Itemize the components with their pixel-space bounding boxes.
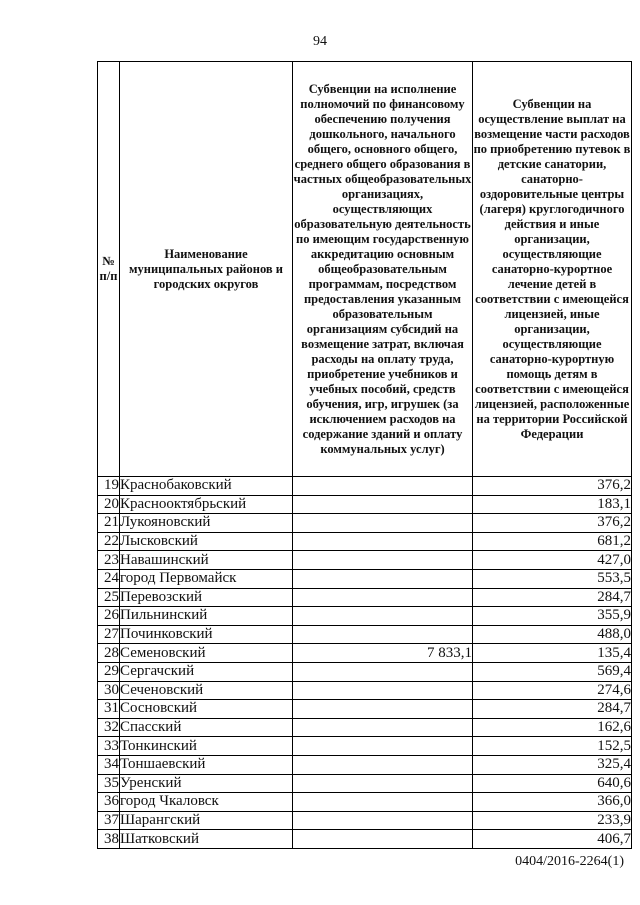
sanatorium-subvention-value: 135,4 (473, 644, 632, 663)
sanatorium-subvention-value: 681,2 (473, 532, 632, 551)
education-subvention-value (293, 551, 473, 570)
education-subvention-value (293, 737, 473, 756)
municipality-name: Тоншаевский (120, 755, 293, 774)
education-subvention-value (293, 681, 473, 700)
table-row (98, 551, 632, 570)
sanatorium-subvention-value: 152,5 (473, 737, 632, 756)
row-number: 33 (98, 737, 120, 756)
table-row (98, 625, 632, 644)
table-row (98, 477, 632, 496)
municipality-name: Пильнинский (120, 607, 293, 626)
municipality-name: Спасский (120, 718, 293, 737)
row-number: 20 (98, 495, 120, 514)
sanatorium-subvention-value: 162,6 (473, 718, 632, 737)
header-number: № п/п (98, 62, 120, 477)
subvention-table (97, 61, 632, 849)
row-number: 27 (98, 625, 120, 644)
education-subvention-value (293, 514, 473, 533)
row-number: 35 (98, 774, 120, 793)
table-row (98, 737, 632, 756)
row-number: 24 (98, 569, 120, 588)
municipality-name: Починковский (120, 625, 293, 644)
sanatorium-subvention-value: 553,5 (473, 569, 632, 588)
education-subvention-value (293, 495, 473, 514)
municipality-name: Краснооктябрьский (120, 495, 293, 514)
municipality-name: город Первомайск (120, 569, 293, 588)
education-subvention-value (293, 662, 473, 681)
education-subvention-value (293, 625, 473, 644)
row-number: 38 (98, 830, 120, 849)
education-subvention-value: 7 833,1 (293, 644, 473, 663)
table-header-row (98, 62, 632, 477)
sanatorium-subvention-value: 640,6 (473, 774, 632, 793)
education-subvention-value (293, 718, 473, 737)
municipality-name: Лукояновский (120, 514, 293, 533)
sanatorium-subvention-value: 284,7 (473, 700, 632, 719)
municipality-name: Краснобаковский (120, 477, 293, 496)
row-number: 23 (98, 551, 120, 570)
sanatorium-subvention-value: 569,4 (473, 662, 632, 681)
sanatorium-subvention-value: 366,0 (473, 793, 632, 812)
municipality-name: Шатковский (120, 830, 293, 849)
table-body (98, 477, 632, 849)
education-subvention-value (293, 477, 473, 496)
education-subvention-value (293, 607, 473, 626)
table-row (98, 514, 632, 533)
municipality-name: город Чкаловск (120, 793, 293, 812)
row-number: 31 (98, 700, 120, 719)
row-number: 19 (98, 477, 120, 496)
row-number: 32 (98, 718, 120, 737)
education-subvention-value (293, 532, 473, 551)
municipality-name: Уренский (120, 774, 293, 793)
table-row (98, 830, 632, 849)
table-row (98, 662, 632, 681)
row-number: 25 (98, 588, 120, 607)
sanatorium-subvention-value: 406,7 (473, 830, 632, 849)
sanatorium-subvention-value: 376,2 (473, 514, 632, 533)
table-row (98, 793, 632, 812)
table-row (98, 774, 632, 793)
sanatorium-subvention-value: 284,7 (473, 588, 632, 607)
table-row (98, 569, 632, 588)
row-number: 34 (98, 755, 120, 774)
table-row (98, 718, 632, 737)
table-row (98, 607, 632, 626)
table-row (98, 532, 632, 551)
municipality-name: Навашинский (120, 551, 293, 570)
municipality-name: Перевозский (120, 588, 293, 607)
row-number: 28 (98, 644, 120, 663)
row-number: 30 (98, 681, 120, 700)
table-row (98, 811, 632, 830)
row-number: 26 (98, 607, 120, 626)
education-subvention-value (293, 774, 473, 793)
education-subvention-value (293, 569, 473, 588)
row-number: 36 (98, 793, 120, 812)
education-subvention-value (293, 755, 473, 774)
education-subvention-value (293, 811, 473, 830)
header-municipality-name: Наименование муниципальных районов и городских округов (120, 62, 293, 477)
table-row (98, 700, 632, 719)
table-row (98, 588, 632, 607)
row-number: 29 (98, 662, 120, 681)
education-subvention-value (293, 700, 473, 719)
sanatorium-subvention-value: 427,0 (473, 551, 632, 570)
header-subvention-sanatorium: Субвенции на осуществление выплат на возмещение части расходов по приобретению путевок в детские санатории, санаторно-оздоровительные центры (лагеря) круглогодичного действия и иные организации, осуществляющие санаторно-курортное лечение детей в соответствии с имеющейся лицензией, иные организации, осуществляющие санаторно-курортную помощь детям в соответствии с имеющейся лицензией, расположенные на территории Российской Федерации (473, 62, 632, 477)
municipality-name: Шарангский (120, 811, 293, 830)
municipality-name: Сергачский (120, 662, 293, 681)
table-row (98, 644, 632, 663)
municipality-name: Сеченовский (120, 681, 293, 700)
page-number: 94 (313, 34, 327, 49)
row-number: 21 (98, 514, 120, 533)
municipality-name: Тонкинский (120, 737, 293, 756)
document-code: 0404/2016-2264(1) (515, 854, 624, 869)
sanatorium-subvention-value: 325,4 (473, 755, 632, 774)
sanatorium-subvention-value: 183,1 (473, 495, 632, 514)
sanatorium-subvention-value: 376,2 (473, 477, 632, 496)
education-subvention-value (293, 793, 473, 812)
sanatorium-subvention-value: 274,6 (473, 681, 632, 700)
municipality-name: Семеновский (120, 644, 293, 663)
header-subvention-education: Субвенции на исполнение полномочий по финансовому обеспечению получения дошкольного, начального общего, основного общего, среднего общего образования в частных общеобразовательных организациях, осуществляющих образовательную деятельность по имеющим государственную аккредитацию основным общеобразовательным программам, посредством предоставления указанным образовательным организациям субсидий на возмещение затрат, включая расходы на оплату труда, приобретение учебников и учебных пособий, средств обучения, игр, игрушек (за исключением расходов на содержание зданий и оплату коммунальных услуг) (293, 62, 473, 477)
sanatorium-subvention-value: 355,9 (473, 607, 632, 626)
row-number: 37 (98, 811, 120, 830)
municipality-name: Сосновский (120, 700, 293, 719)
education-subvention-value (293, 830, 473, 849)
table-row (98, 755, 632, 774)
education-subvention-value (293, 588, 473, 607)
sanatorium-subvention-value: 233,9 (473, 811, 632, 830)
table-row (98, 681, 632, 700)
municipality-name: Лысковский (120, 532, 293, 551)
sanatorium-subvention-value: 488,0 (473, 625, 632, 644)
row-number: 22 (98, 532, 120, 551)
table-row (98, 495, 632, 514)
